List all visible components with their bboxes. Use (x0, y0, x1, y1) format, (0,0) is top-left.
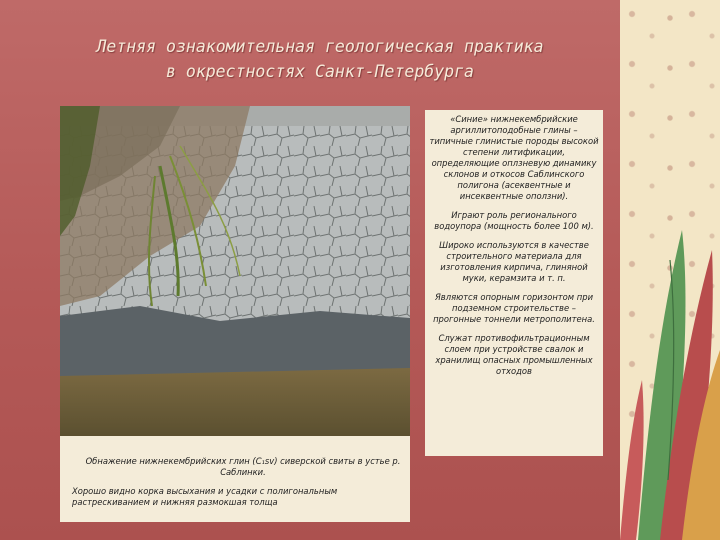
info-paragraph-4: Являются опорным горизонтом при подземном строительстве – прогонные тоннели метрополитена. (433, 292, 595, 324)
slide-title (40, 34, 600, 84)
photo-caption-box (60, 436, 410, 522)
decorative-side-panel (620, 0, 720, 540)
title-line-1: Летняя ознакомительная геологическая практика (96, 37, 544, 56)
photo-caption: Обнажение нижнекембрийских глин (C₁sv) сиверской свиты в устье р. Саблинки. (85, 456, 401, 477)
outcrop-photo (60, 106, 410, 436)
info-paragraph-3: Широко используются в качестве строительного материала для изготовления кирпича, глиняной муки, керамзита и т. п. (439, 240, 589, 283)
info-text-box (425, 110, 603, 456)
photo-description: Хорошо видно корка высыхания и усадки с полигональным растрескиванием и нижняя размокшая толща (72, 486, 338, 507)
info-paragraph-5: Служат противофильтрационным слоем при устройстве свалок и хранилищ опасных промышленных отходов (435, 333, 593, 376)
title-line-2: в окрестностях Санкт-Петербурга (166, 62, 474, 81)
info-paragraph-2: Играют роль регионального водоупора (мощность более 100 м). (434, 210, 594, 231)
decorative-leaves (620, 0, 720, 540)
info-paragraph-1: «Синие» нижнекембрийские аргиллитоподобные глины – типичные глинистые породы высокой степени литификации, определяющие оплзневую динамику склонов и откосов Саблинского полигона (асеквентные и инсеквентные оползни). (429, 114, 599, 201)
